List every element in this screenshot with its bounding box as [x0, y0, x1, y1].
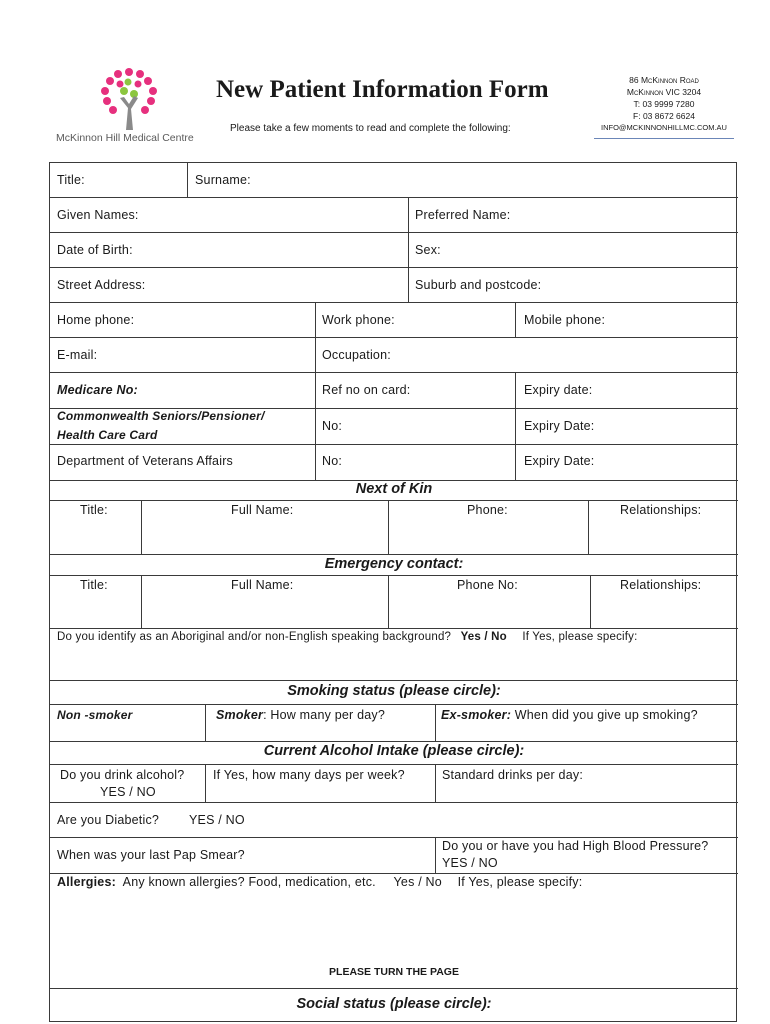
preferred-name-label[interactable]: Preferred Name: — [415, 208, 511, 222]
commonwealth-card-label-line1[interactable]: Commonwealth Seniors/Pensioner/ — [57, 409, 265, 423]
clinic-fax: F: 03 8672 6624 — [633, 111, 695, 121]
nok-full-name-label[interactable]: Full Name: — [231, 503, 294, 517]
smoker-question: : How many per day? — [263, 708, 385, 722]
ex-smoker-question: When did you give up smoking? — [511, 708, 698, 722]
row-divider — [50, 197, 738, 198]
row-divider — [50, 554, 738, 555]
aboriginal-question-text: Do you identify as an Aboriginal and/or non-English speaking background? — [57, 631, 452, 643]
emergency-phone-label[interactable]: Phone No: — [457, 578, 518, 592]
col-divider — [590, 575, 591, 628]
col-divider — [408, 197, 409, 302]
non-smoker-option[interactable]: Non -smoker — [57, 708, 133, 722]
commonwealth-card-label-line2[interactable]: Health Care Card — [57, 428, 158, 442]
clinic-phone: T: 03 9999 7280 — [633, 99, 695, 109]
allergies-specify: If Yes, please specify: — [457, 875, 583, 889]
emergency-title-label[interactable]: Title: — [80, 578, 108, 592]
row-divider — [50, 988, 738, 989]
suburb-label[interactable]: Suburb and postcode: — [415, 278, 542, 292]
standard-drinks-label[interactable]: Standard drinks per day: — [442, 768, 583, 782]
allergies-label: Allergies: — [57, 875, 116, 889]
address-underline — [594, 136, 734, 139]
page-subtitle: Please take a few moments to read and complete the following: — [230, 123, 511, 134]
clinic-email[interactable]: INFO@MCKINNONHILLMC.COM.AU — [601, 123, 727, 132]
street-address-label[interactable]: Street Address: — [57, 278, 146, 292]
diabetic-question: Are you Diabetic? — [57, 813, 160, 827]
row-divider — [50, 302, 738, 303]
dva-label[interactable]: Department of Veterans Affairs — [57, 454, 234, 468]
dva-expiry-label[interactable]: Expiry Date: — [524, 454, 595, 468]
dob-label[interactable]: Date of Birth: — [57, 243, 133, 257]
row-divider — [50, 337, 738, 338]
allergies-yes-no[interactable]: Yes / No — [393, 875, 442, 889]
ref-no-label[interactable]: Ref no on card: — [322, 383, 411, 397]
col-divider — [141, 575, 142, 628]
col-divider — [388, 500, 389, 554]
col-divider — [205, 764, 206, 802]
row-divider — [50, 741, 738, 742]
col-divider — [515, 372, 516, 480]
col-divider — [435, 704, 436, 741]
row-divider — [50, 267, 738, 268]
row-divider — [50, 232, 738, 233]
emergency-contact-heading: Emergency contact: — [324, 556, 464, 572]
row-divider — [50, 444, 738, 445]
row-divider — [50, 873, 738, 874]
turn-page-notice: PLEASE TURN THE PAGE — [329, 966, 459, 978]
row-divider — [50, 802, 738, 803]
drink-alcohol-question: Do you drink alcohol? — [60, 768, 185, 782]
medicare-label[interactable]: Medicare No: — [57, 383, 138, 397]
commonwealth-expiry-label[interactable]: Expiry Date: — [524, 419, 595, 433]
aboriginal-yes-no[interactable]: Yes / No — [460, 631, 507, 643]
ex-smoker-label: Ex-smoker: — [441, 708, 512, 722]
mobile-phone-label[interactable]: Mobile phone: — [524, 313, 606, 327]
clinic-name: McKinnon Hill Medical Centre — [56, 132, 194, 144]
col-divider — [388, 575, 389, 628]
alcohol-heading: Current Alcohol Intake (please circle): — [263, 743, 525, 759]
smoking-heading: Smoking status (please circle): — [287, 683, 501, 699]
email-label[interactable]: E-mail: — [57, 348, 98, 362]
col-divider — [588, 500, 589, 554]
occupation-label[interactable]: Occupation: — [322, 348, 391, 362]
nok-relationships-label[interactable]: Relationships: — [620, 503, 702, 517]
row-divider — [50, 628, 738, 629]
title-label[interactable]: Title: — [57, 173, 85, 187]
nok-title-label[interactable]: Title: — [80, 503, 108, 517]
clinic-logo — [98, 68, 162, 132]
smoker-option[interactable] — [216, 708, 385, 722]
col-divider — [315, 302, 316, 480]
row-divider — [50, 575, 738, 576]
drink-alcohol-yes-no[interactable]: YES / NO — [100, 785, 156, 799]
ex-smoker-option[interactable] — [441, 708, 698, 722]
row-divider — [50, 680, 738, 681]
page-title: New Patient Information Form — [216, 76, 549, 103]
col-divider — [515, 302, 516, 337]
pap-smear-label[interactable]: When was your last Pap Smear? — [57, 848, 245, 862]
clinic-address — [594, 74, 734, 139]
allergies-row[interactable] — [57, 875, 582, 889]
smoker-label: Smoker — [216, 708, 264, 722]
address-line-1: 86 McKinnon Road — [629, 75, 699, 85]
given-names-label[interactable]: Given Names: — [57, 208, 139, 222]
social-status-heading: Social status (please circle): — [296, 996, 492, 1012]
row-divider — [50, 764, 738, 765]
diabetic-yes-no[interactable]: YES / NO — [189, 813, 245, 827]
nok-phone-label[interactable]: Phone: — [467, 503, 508, 517]
row-divider — [50, 837, 738, 838]
col-divider — [435, 764, 436, 802]
work-phone-label[interactable]: Work phone: — [322, 313, 395, 327]
emergency-relationships-label[interactable]: Relationships: — [620, 578, 702, 592]
row-divider — [50, 704, 738, 705]
aboriginal-specify: If Yes, please specify: — [522, 631, 638, 643]
surname-label[interactable]: Surname: — [195, 173, 251, 187]
sex-label[interactable]: Sex: — [415, 243, 441, 257]
patient-form — [49, 162, 737, 1022]
medicare-expiry-label[interactable]: Expiry date: — [524, 383, 593, 397]
emergency-full-name-label[interactable]: Full Name: — [231, 578, 294, 592]
col-divider — [187, 163, 188, 197]
aboriginal-question[interactable] — [57, 631, 638, 643]
row-divider — [50, 500, 738, 501]
home-phone-label[interactable]: Home phone: — [57, 313, 135, 327]
commonwealth-no-label[interactable]: No: — [322, 419, 343, 433]
dva-no-label[interactable]: No: — [322, 454, 343, 468]
allergies-question: Any known allergies? Food, medication, etc. — [122, 875, 376, 889]
days-per-week-label[interactable]: If Yes, how many days per week? — [213, 768, 405, 782]
col-divider — [205, 704, 206, 741]
col-divider — [435, 837, 436, 873]
address-line-2: McKinnon VIC 3204 — [626, 87, 702, 97]
blood-pressure-question: Do you or have you had High Blood Pressure? — [442, 839, 709, 853]
next-of-kin-heading: Next of Kin — [355, 481, 433, 497]
col-divider — [141, 500, 142, 554]
row-divider — [50, 372, 738, 373]
blood-pressure-yes-no[interactable]: YES / NO — [442, 856, 498, 870]
